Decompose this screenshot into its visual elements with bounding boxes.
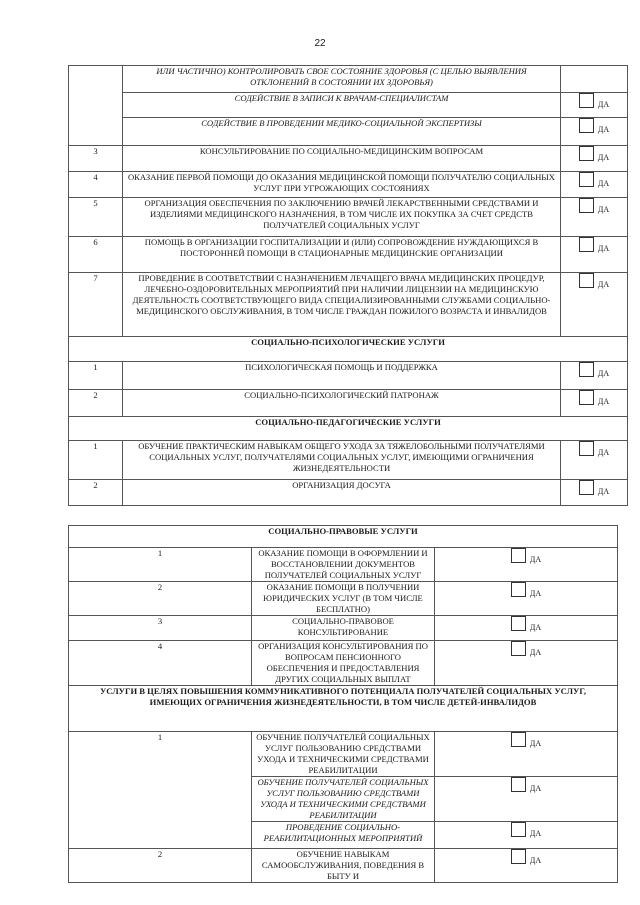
yes-label: ДА (529, 623, 542, 632)
yes-label: ДА (597, 100, 610, 109)
table-row (69, 362, 628, 390)
table-row (69, 273, 628, 337)
row-number: 4 (69, 172, 123, 198)
yes-checkbox[interactable] (579, 118, 594, 133)
checkbox-cell (561, 66, 628, 93)
checkbox-cell (435, 822, 618, 849)
yes-label: ДА (597, 205, 610, 214)
row-number: 7 (69, 273, 123, 337)
yes-label: ДА (529, 784, 542, 793)
yes-checkbox[interactable] (511, 777, 526, 792)
checkbox-cell (561, 362, 628, 390)
section-title: УСЛУГИ В ЦЕЛЯХ ПОВЫШЕНИЯ КОММУНИКАТИВНОГО ПОТЕНЦИАЛА ПОЛУЧАТЕЛЕЙ СОЦИАЛЬНЫХ УСЛУГ, ИМЕЮЩИХ ОГРАНИЧЕНИЯ ЖИЗНЕДЕЯТЕЛЬНОСТИ, В ТОМ ЧИСЛЕ ДЕТЕЙ-ИНВАЛИДОВ (69, 686, 618, 732)
checkbox-cell (561, 198, 628, 237)
table-row (69, 146, 628, 172)
section-title: СОЦИАЛЬНО-ПСИХОЛОГИЧЕСКИЕ УСЛУГИ (69, 337, 628, 362)
service-description: ОРГАНИЗАЦИЯ ОБЕСПЕЧЕНИЯ ПО ЗАКЛЮЧЕНИЮ ВРАЧЕЙ ЛЕКАРСТВЕННЫМИ СРЕДСТВАМИ И ИЗДЕЛИЯМИ МЕДИЦИНСКОГО НАЗНАЧЕНИЯ, В ТОМ ЧИСЛЕ ИХ ПОКУПКА ЗА СЧЕТ СРЕДСТВ ПОЛУЧАТЕЛЕЙ СОЦИАЛЬНЫХ УСЛУГ (123, 198, 561, 237)
table-row (69, 198, 628, 237)
row-number: 2 (69, 480, 123, 506)
row-number: 3 (69, 146, 123, 172)
table-row (69, 849, 618, 883)
service-description: ОБУЧЕНИЕ ПРАКТИЧЕСКИМ НАВЫКАМ ОБЩЕГО УХОДА ЗА ТЯЖЕЛОБОЛЬНЫМИ ПОЛУЧАТЕЛЯМИ СОЦИАЛЬНЫХ УСЛУГ, ПОЛУЧАТЕЛЯМИ СОЦИАЛЬНЫХ УСЛУГ, ИМЕЮЩИМИ ОГРАНИЧЕНИЯ ЖИЗНЕДЕЯТЕЛЬНОСТИ (123, 441, 561, 480)
checkbox-cell (561, 273, 628, 337)
service-description: ПСИХОЛОГИЧЕСКАЯ ПОМОЩЬ И ПОДДЕРЖКА (123, 362, 561, 390)
section-header-row (69, 686, 618, 732)
table-row (69, 390, 628, 417)
service-description: СОЦИАЛЬНО-ПРАВОВОЕ КОНСУЛЬТИРОВАНИЕ (252, 616, 435, 641)
service-description: ОРГАНИЗАЦИЯ КОНСУЛЬТИРОВАНИЯ ПО ВОПРОСАМ ПЕНСИОННОГО ОБЕСПЕЧЕНИЯ И ПРЕДОСТАВЛЕНИЯ ДРУГИХ СОЦИАЛЬНЫХ ВЫПЛАТ (252, 641, 435, 686)
yes-checkbox[interactable] (579, 172, 594, 187)
yes-label: ДА (597, 244, 610, 253)
yes-label: ДА (529, 648, 542, 657)
checkbox-cell (435, 616, 618, 641)
table-row (69, 732, 618, 777)
service-description: СОДЕЙСТВИЕ В ЗАПИСИ К ВРАЧАМ-СПЕЦИАЛИСТАМ (123, 93, 561, 118)
services-table-legal-communicative (68, 525, 618, 883)
table-row (69, 172, 628, 198)
row-number: 1 (69, 548, 252, 582)
yes-label: ДА (597, 487, 610, 496)
yes-label: ДА (529, 739, 542, 748)
table-row (69, 641, 618, 686)
yes-label: ДА (597, 179, 610, 188)
section-header-row (69, 417, 628, 441)
row-number: 2 (69, 582, 252, 616)
row-number: 6 (69, 237, 123, 273)
section-title: СОЦИАЛЬНО-ПРАВОВЫЕ УСЛУГИ (69, 526, 618, 548)
row-number (69, 66, 123, 146)
service-description: ОБУЧЕНИЕ НАВЫКАМ САМООБСЛУЖИВАНИЯ, ПОВЕДЕНИЯ В БЫТУ И (252, 849, 435, 883)
row-number: 2 (69, 390, 123, 417)
section-header-row (69, 526, 618, 548)
table-row (69, 582, 618, 616)
yes-checkbox[interactable] (511, 732, 526, 747)
yes-checkbox[interactable] (511, 616, 526, 631)
service-description: ПОМОЩЬ В ОРГАНИЗАЦИИ ГОСПИТАЛИЗАЦИИ И (ИЛИ) СОПРОВОЖДЕНИЕ НУЖДАЮЩИХСЯ В ПОСТОРОННЕЙ ПОМОЩИ В СТАЦИОНАРНЫЕ МЕДИЦИНСКИЕ ОРГАНИЗАЦИИ (123, 237, 561, 273)
table-row (69, 118, 628, 146)
yes-checkbox[interactable] (511, 548, 526, 563)
checkbox-cell (561, 480, 628, 506)
table-row (69, 616, 618, 641)
yes-checkbox[interactable] (511, 582, 526, 597)
checkbox-cell (561, 441, 628, 480)
yes-checkbox[interactable] (511, 849, 526, 864)
checkbox-cell (561, 237, 628, 273)
row-number: 4 (69, 641, 252, 686)
service-description: ОРГАНИЗАЦИЯ ДОСУГА (123, 480, 561, 506)
checkbox-cell (435, 548, 618, 582)
row-number: 1 (69, 362, 123, 390)
yes-label: ДА (529, 555, 542, 564)
checkbox-cell (435, 641, 618, 686)
services-table-medical-psych-ped (68, 65, 628, 506)
yes-checkbox[interactable] (511, 822, 526, 837)
service-description: КОНСУЛЬТИРОВАНИЕ ПО СОЦИАЛЬНО-МЕДИЦИНСКИМ ВОПРОСАМ (123, 146, 561, 172)
row-number: 5 (69, 198, 123, 237)
yes-checkbox[interactable] (579, 273, 594, 288)
checkbox-cell (561, 172, 628, 198)
service-description: ОБУЧЕНИЕ ПОЛУЧАТЕЛЕЙ СОЦИАЛЬНЫХ УСЛУГ ПОЛЬЗОВАНИЮ СРЕДСТВАМИ УХОДА И ТЕХНИЧЕСКИМИ СРЕДСТВАМИ РЕАБИЛИТАЦИИ (252, 777, 435, 822)
row-number: 3 (69, 616, 252, 641)
service-description: ОКАЗАНИЕ ПОМОЩИ В ПОЛУЧЕНИИ ЮРИДИЧЕСКИХ УСЛУГ (В ТОМ ЧИСЛЕ БЕСПЛАТНО) (252, 582, 435, 616)
yes-label: ДА (529, 829, 542, 838)
checkbox-cell (435, 732, 618, 777)
yes-checkbox[interactable] (579, 480, 594, 495)
service-description: ПРОВЕДЕНИЕ В СООТВЕТСТВИИ С НАЗНАЧЕНИЕМ ЛЕЧАЩЕГО ВРАЧА МЕДИЦИНСКИХ ПРОЦЕДУР, ЛЕЧЕБНО-ОЗДОРОВИТЕЛЬНЫХ МЕРОПРИЯТИЙ ПРИ НАЛИЧИИ ЛИЦЕНЗИИ НА МЕДИЦИНСКУЮ ДЕЯТЕЛЬНОСТЬ СООТВЕТСТВУЮЩЕГО ВИДА СПЕЦИАЛИЗИРОВАННЫМИ СЛУЖБАМИ СОЦИАЛЬНО-МЕДИЦИНСКОГО ОБСЛУЖИВАНИЯ, В ТОМ ЧИСЛЕ ГРАЖДАН ПОЖИЛОГО ВОЗРАСТА И ИНВАЛИДОВ (123, 273, 561, 337)
table-row (69, 237, 628, 273)
yes-label: ДА (597, 369, 610, 378)
yes-checkbox[interactable] (579, 237, 594, 252)
yes-label: ДА (529, 589, 542, 598)
checkbox-cell (561, 118, 628, 146)
yes-label: ДА (597, 125, 610, 134)
yes-checkbox[interactable] (579, 93, 594, 108)
yes-label: ДА (529, 856, 542, 865)
yes-label: ДА (597, 397, 610, 406)
table-row (69, 66, 628, 93)
service-description: СОЦИАЛЬНО-ПСИХОЛОГИЧЕСКИЙ ПАТРОНАЖ (123, 390, 561, 417)
yes-checkbox[interactable] (579, 390, 594, 405)
row-number: 1 (69, 441, 123, 480)
section-header-row (69, 337, 628, 362)
table-row (69, 441, 628, 480)
row-number: 2 (69, 849, 252, 883)
service-description: ОКАЗАНИЕ ПОМОЩИ В ОФОРМЛЕНИИ И ВОССТАНОВЛЕНИИ ДОКУМЕНТОВ ПОЛУЧАТЕЛЕЙ СОЦИАЛЬНЫХ УСЛУГ (252, 548, 435, 582)
service-description: ПРОВЕДЕНИЕ СОЦИАЛЬНО-РЕАБИЛИТАЦИОННЫХ МЕРОПРИЯТИЙ (252, 822, 435, 849)
service-description: ОКАЗАНИЕ ПЕРВОЙ ПОМОЩИ ДО ОКАЗАНИЯ МЕДИЦИНСКОЙ ПОМОЩИ ПОЛУЧАТЕЛЮ СОЦИАЛЬНЫХ УСЛУГ ПРИ УГРОЖАЮЩИХ СОСТОЯНИЯХ (123, 172, 561, 198)
service-description: ИЛИ ЧАСТИЧНО) КОНТРОЛИРОВАТЬ СВОЕ СОСТОЯНИЕ ЗДОРОВЬЯ (С ЦЕЛЬЮ ВЫЯВЛЕНИЯ ОТКЛОНЕНИЙ В СОСТОЯНИИ ИХ ЗДОРОВЬЯ) (123, 66, 561, 93)
row-number: 1 (69, 732, 252, 849)
yes-checkbox[interactable] (511, 641, 526, 656)
table-row (69, 480, 628, 506)
checkbox-cell (561, 93, 628, 118)
section-title: СОЦИАЛЬНО-ПЕДАГОГИЧЕСКИЕ УСЛУГИ (69, 417, 628, 441)
yes-label: ДА (597, 448, 610, 457)
yes-label: ДА (597, 153, 610, 162)
yes-label: ДА (597, 280, 610, 289)
checkbox-cell (435, 777, 618, 822)
service-description: ОБУЧЕНИЕ ПОЛУЧАТЕЛЕЙ СОЦИАЛЬНЫХ УСЛУГ ПОЛЬЗОВАНИЮ СРЕДСТВАМИ УХОДА И ТЕХНИЧЕСКИМИ СРЕДСТВАМИ РЕАБИЛИТАЦИИ (252, 732, 435, 777)
table-row (69, 93, 628, 118)
page-number: 22 (314, 38, 326, 49)
yes-checkbox[interactable] (579, 362, 594, 377)
checkbox-cell (435, 582, 618, 616)
service-description: СОДЕЙСТВИЕ В ПРОВЕДЕНИИ МЕДИКО-СОЦИАЛЬНОЙ ЭКСПЕРТИЗЫ (123, 118, 561, 146)
yes-checkbox[interactable] (579, 198, 594, 213)
checkbox-cell (561, 390, 628, 417)
table-row (69, 548, 618, 582)
yes-checkbox[interactable] (579, 441, 594, 456)
yes-checkbox[interactable] (579, 146, 594, 161)
checkbox-cell (435, 849, 618, 883)
checkbox-cell (561, 146, 628, 172)
